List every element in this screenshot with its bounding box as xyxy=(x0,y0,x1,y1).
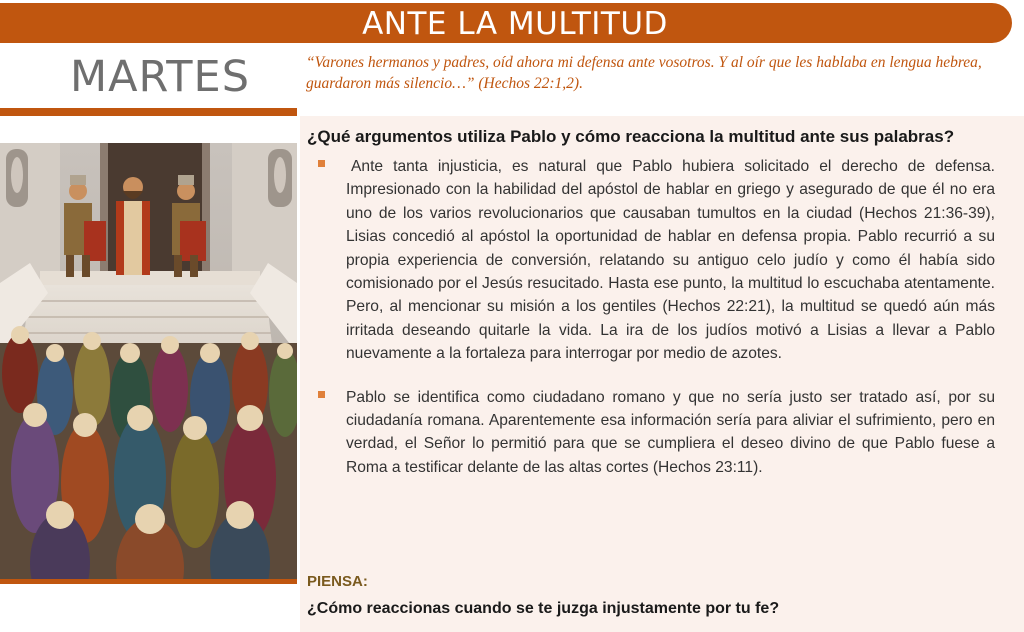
day-label: MARTES xyxy=(70,52,250,102)
bullet-list xyxy=(312,155,995,499)
think-question: ¿Cómo reaccionas cuando se te juzga injustamente por tu fe? xyxy=(307,600,780,617)
day-divider xyxy=(0,108,297,116)
illustration-paul-before-crowd xyxy=(0,143,297,579)
bullet-item xyxy=(312,155,995,366)
bullet-square-icon xyxy=(318,391,325,398)
image-bottom-divider xyxy=(0,579,297,584)
bullet-item xyxy=(312,386,995,480)
bullet-text: Pablo se identifica como ciudadano romano y que no sería justo ser tratado así, por su ciudadanía romana. Aparentemente esa información sería para aliviar el sufrimiento, pero en verdad, el Señor lo permitió para que se cumpliera el deseo divino de que Pablo fuese a Roma a testificar delante de las altas cortes (Hechos 23:11). xyxy=(346,388,995,476)
bullet-text: Ante tanta injusticia, es natural que Pablo hubiera solicitado el derecho de defensa. Impresionado con la habilidad del apóstol de hablar en griego y asegurado de que él no era uno de los varios revolucionarios que causaban tumultos en la ciudad (Hechos 21:36-39), Lisias concedió al apóstol la oportunidad de hablar en defensa propia. Pablo recurrió a su propia experiencia de conversión, relatando su antiguo celo judío y como él había sido comisionado por el Jesús resucitado. Hasta ese punto, la multitud lo escuchaba atentamente. Pero, al mencionar su misión a los gentiles (Hechos 22:21), la multitud se quedó aún más irritada deseando quitarle la vida. La ira de los judíos motivó a Lisias a llevar a Pablo nuevamente a la fortaleza para interrogar por medio de azotes. xyxy=(346,158,995,363)
think-label: PIENSA: xyxy=(307,573,368,590)
bible-quote: “Varones hermanos y padres, oíd ahora mi defensa ante vosotros. Y al oír que les hablaba en lengua hebrea, guardaron más silencio…” (Hechos 22:1,2). xyxy=(306,54,982,92)
page-title: ANTE LA MULTITUD xyxy=(362,6,668,42)
bullet-square-icon xyxy=(318,160,325,167)
section-question: ¿Qué argumentos utiliza Pablo y cómo reacciona la multitud ante sus palabras? xyxy=(307,127,955,146)
